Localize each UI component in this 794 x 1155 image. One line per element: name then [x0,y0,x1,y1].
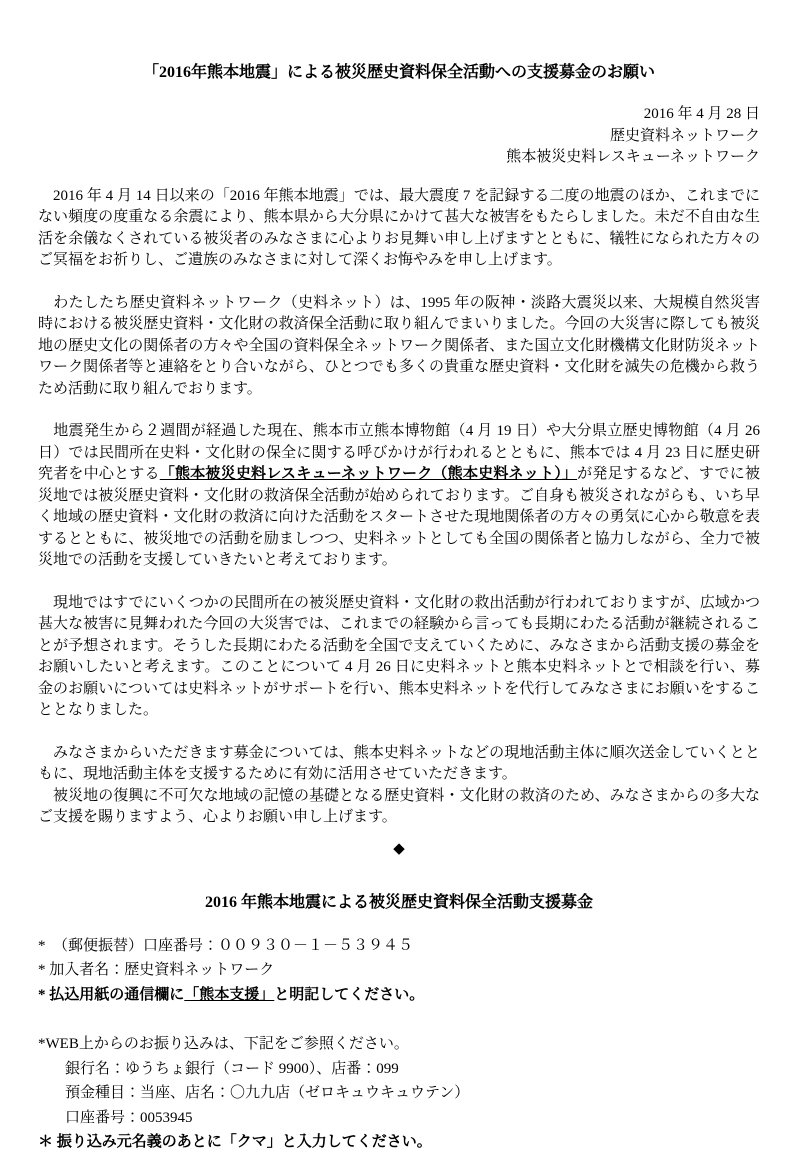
web-transfer-intro-line: *WEB上からのお振り込みは、下記をご参照ください。 [38,1036,409,1052]
postal-transfer-info [38,934,760,1008]
organization-name-primary: 歴史資料ネットワーク [609,127,760,144]
account-type-line: 預金種目：当座、店名：〇九九店（ゼロキュウキュウテン） [65,1085,470,1101]
paragraph-fund-usage: みなさまからいただきます募金については、熊本史料ネットなどの現地活動主体に順次送金していくとともに、現地活動主体を支援するために有効に活用させていただきます。 [38,744,760,782]
paragraph-local-activities-pre: 地震発生から２週間が経過した現在、熊本市立熊本博物館（4 月 19 日）や大分県立歴史博物館（4 月 26 日）では民間所在史料・文化財の保全に関する呼びかけが行われるとともに、熊本では 4 月 23 日に歴史研究者を中心とする [38,423,760,482]
document-date: 2016 年 4 月 28 日 [643,106,760,122]
paragraph-network-history: わたしたち歴史資料ネットワーク（史料ネット）は、1995 年の阪神・淡路大震災以来、大規模自然災害時における被災歴史資料・文化財の救済保全活動に取り組んでまいりました。今回の大災害に際しても被災地の歴史文化の関係者の方々や全国の資料保全ネットワーク関係者、また国立文化財機構文化財防災ネットワーク関係者等と連絡をとり合いながら、ひとつでも多くの貴重な歴史資料・文化財を滅失の危機から救うため活動に取り組んでおります。 [38,294,760,397]
organization-name-secondary: 熊本被災史料レスキューネットワーク [506,149,760,165]
paragraph-long-term-support: 現地ではすでにいくつかの民間所在の被災歴史資料・文化財の救出活動が行われておりますが、広域かつ甚大な被害に見舞われた今回の大災害では、これまでの経験から言っても長期にわたる活動が継続されることが予想されます。そうした長期にわたる活動を全国で支えていくために、みなさまから活動支援の募金をお願いしたいと考えます。このことについて 4 月 26 日に史料ネットと熊本史料ネットとで相談を行い、募金のお願いについては史料ネットがサポートを行い、熊本史料ネットを代行してみなさまにお願いをすることとなりました。 [38,594,760,718]
memo-instruction-line [38,983,760,1008]
kumamoto-support-memo-emphasis: 「熊本支援」 [184,986,275,1003]
paragraph-closing-request: 被災地の復興に不可欠な地域の記憶の基礎となる歴史資料・文化財の救済のため、みなさまからの多大なご支援を賜りますよう、心よりお願い申し上げます。 [38,787,760,825]
kumamoto-rescue-network-emphasis: 「熊本被災史料レスキューネットワーク（熊本史料ネット）」 [159,466,578,482]
bank-name-line: 銀行名：ゆうちょ銀行（コード 9900）、店番：099 [65,1060,399,1077]
document-header-block [38,104,760,169]
memo-instruction-post: と明記してください。 [274,986,425,1003]
diamond-icon: ◆ [393,840,405,857]
donation-section-heading: 2016 年熊本地震による被災歴史資料保全活動支援募金 [204,893,593,911]
memo-instruction-pre: * 払込用紙の通信欄に [38,986,185,1003]
payee-name-line: * 加入者名：歴史資料ネットワーク [38,962,275,978]
transfer-name-note-line: ＊ 振り込み元名義のあとに「クマ」と入力してください。 [38,1134,432,1150]
document-body [38,186,760,829]
web-transfer-info [38,1032,760,1155]
page-title: 「2016年熊本地震」による被災歴史資料保全活動への支援募金のお願い [142,64,655,81]
paragraph-local-activities [38,421,760,572]
postal-account-number-line: * （郵便振替）口座番号：００９３０－１－５３９４５ [38,937,414,954]
paragraph-local-activities-post: が発足するなど、すでに被災地では被災歴史資料・文化財の救済保全活動が始められております。ご自身も被災されながらも、いち早く地域の歴史資料・文化財の救済に向けた活動をスタートさせた現地関係者の方々の勇気に心から敬意を表するとともに、被災地での活動を励ましつつ、史料ネットとしても全国の関係者と協力しながら、全力で被災地での活動を支援していきたいと考えております。 [38,466,760,568]
account-number-line: 口座番号：0053945 [65,1109,193,1126]
paragraph-earthquake-overview: 2016 年 4 月 14 日以来の「2016 年熊本地震」では、最大震度 7 を記録する二度の地震のほか、これまでにない頻度の度重なる余震により、熊本県から大分県にかけて甚大な被害をもたらしました。未だ不自由な生活を余儀なくされている被災者のみなさまに心よりお見舞い申し上げますとともに、犠牲になられた方々のご冥福をお祈りし、ご遺族のみなさまに対して深くお悔やみを申し上げます。 [38,187,760,268]
